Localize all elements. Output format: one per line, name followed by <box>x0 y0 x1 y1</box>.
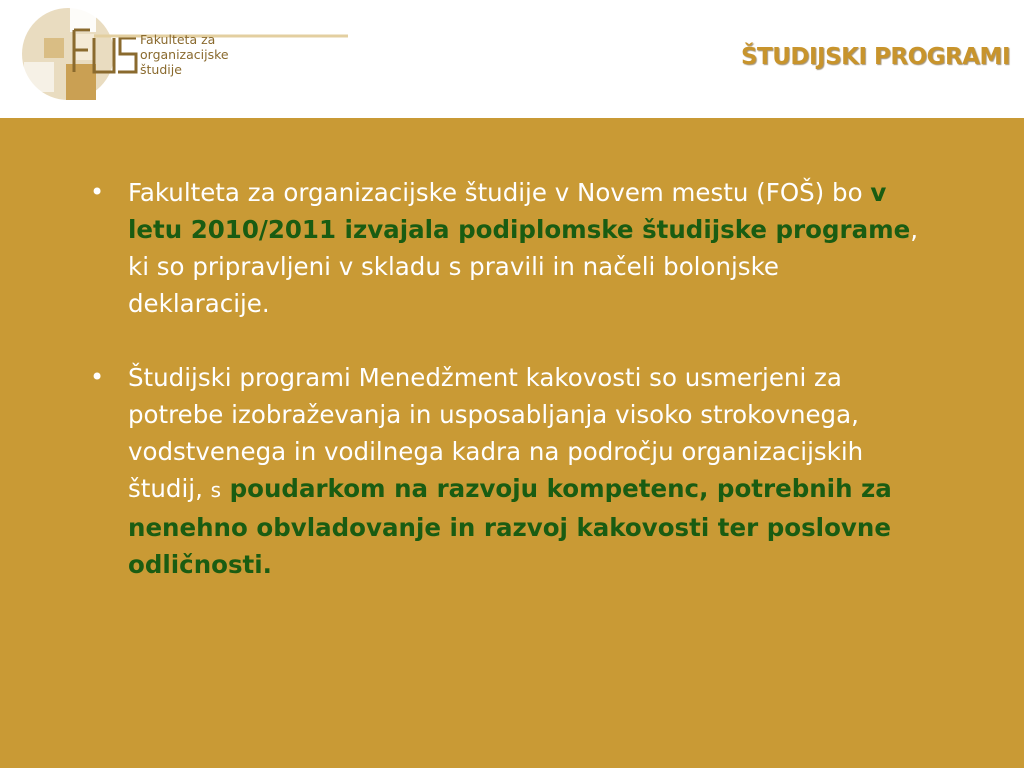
logo-text-line1: Fakulteta za <box>140 32 216 47</box>
fos-logo <box>18 4 348 104</box>
logo-text <box>140 32 229 77</box>
logo-text-line3: študije <box>140 62 182 77</box>
bullet-item <box>88 174 928 322</box>
slide-header <box>0 0 1024 118</box>
bullet-text: Fakulteta za organizacijske študije v Novem mestu (FOŠ) bo <box>128 178 871 207</box>
slide-title: ŠTUDIJSKI PROGRAMI <box>740 44 1010 70</box>
bullet-text: Študijski programi Menedžment kakovosti so usmerjeni za potrebe izobraževanja in usposabljanja visoko strokovnega, vodstvenega in vodilnega kadra na področju organizacijskih študij, <box>128 363 864 503</box>
bullet-text: s <box>210 478 222 502</box>
bullet-list <box>88 174 928 620</box>
bullet-item <box>88 359 928 583</box>
logo-text-line2: organizacijske <box>140 47 229 62</box>
bullet-dot-icon: • <box>90 178 105 206</box>
slide-content <box>0 118 1024 768</box>
bullet-highlight: poudarkom na razvoju kompetenc, potrebnih za nenehno obvladovanje in razvoj kakovosti ter poslovne odličnosti. <box>128 474 892 579</box>
bullet-text: , ki so pripravljeni v skladu s pravili in načeli bolonjske deklaracije. <box>128 215 919 318</box>
bullet-highlight: v letu 2010/2011 izvajala podiplomske študijske programe <box>128 178 911 244</box>
bullet-dot-icon: • <box>90 363 105 391</box>
